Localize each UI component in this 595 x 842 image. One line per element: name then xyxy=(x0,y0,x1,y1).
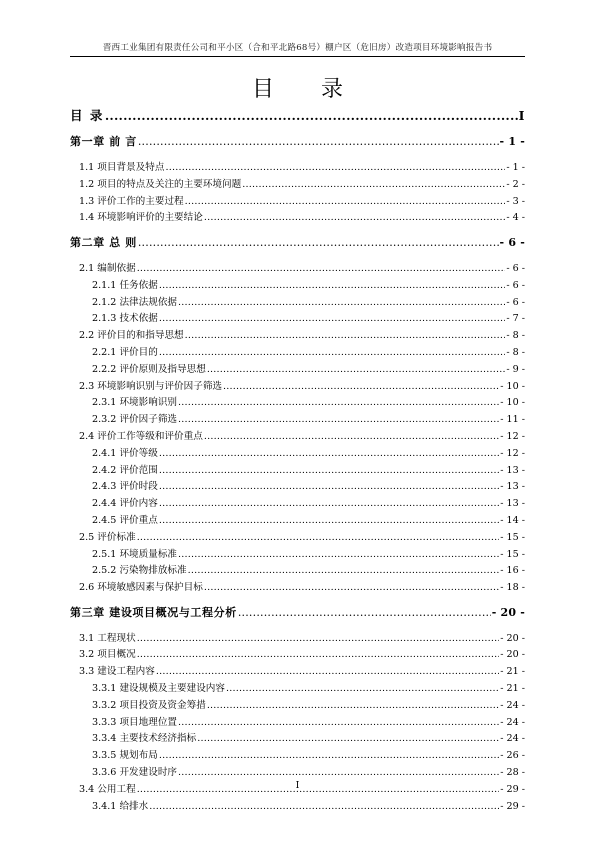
toc-leader-dots xyxy=(159,313,505,324)
toc-entry-page: - 1 - xyxy=(499,135,525,148)
toc-entry[interactable] xyxy=(70,234,525,250)
toc-leader-dots xyxy=(185,196,506,207)
toc-entry-label: 2.4.5 评价重点 xyxy=(92,514,158,526)
toc-entry-label: 2.6 环境敏感因素与保护目标 xyxy=(79,582,203,594)
toc-entry-page: - 24 - xyxy=(500,733,525,745)
toc-entry[interactable] xyxy=(70,310,525,324)
toc-entry-page: - 10 - xyxy=(500,397,525,409)
toc-entry-label: 2.4.2 评价范围 xyxy=(92,464,158,476)
toc-leader-dots xyxy=(204,431,499,442)
toc-leader-dots xyxy=(242,179,505,190)
toc-entry[interactable] xyxy=(70,260,525,274)
toc-entry-label: 3.2 项目概况 xyxy=(79,649,136,661)
toc-leader-dots xyxy=(197,733,499,744)
toc-entry-label: 3.4.1 给排水 xyxy=(92,800,149,812)
toc-entry-label: 2.1.2 法律法规依据 xyxy=(92,296,178,308)
toc-leader-dots xyxy=(137,633,500,644)
toc-entry-label: 第二章 总 则 xyxy=(70,235,137,249)
toc-entry-page: - 20 - xyxy=(500,632,525,644)
toc-leader-dots xyxy=(159,347,505,358)
toc-entry-page: - 16 - xyxy=(500,565,525,577)
toc-entry-page: - 21 - xyxy=(500,683,525,694)
toc-entry[interactable] xyxy=(70,327,525,341)
toc-entry-label: 2.2.2 评价原则及指导思想 xyxy=(92,363,206,375)
toc-leader-dots xyxy=(137,532,500,543)
toc-leader-dots xyxy=(105,108,518,123)
toc-entry[interactable] xyxy=(70,680,525,694)
toc-entry[interactable] xyxy=(70,764,525,778)
toc-entry-label: 3.4 公用工程 xyxy=(79,783,136,795)
toc-entry-label: 3.3.6 开发建设时序 xyxy=(92,767,178,778)
toc-entry[interactable] xyxy=(70,562,525,576)
toc-entry[interactable] xyxy=(70,478,525,492)
toc-entry[interactable] xyxy=(70,361,525,375)
toc-leader-dots xyxy=(178,414,499,425)
toc-entry-label: 2.5 评价标准 xyxy=(79,531,136,543)
toc-entry[interactable] xyxy=(70,630,525,644)
toc-entry-page: - 6 - xyxy=(506,279,525,291)
toc-leader-dots xyxy=(188,565,500,576)
toc-entry-page: - 9 - xyxy=(506,363,525,375)
toc-entry-label: 3.3.2 项目投资及资金筹措 xyxy=(92,699,206,711)
toc-leader-dots xyxy=(138,135,499,148)
toc-entry-label: 2.3.2 评价因子筛选 xyxy=(92,414,178,426)
toc-entry[interactable] xyxy=(70,546,525,560)
toc-entry-page: - 8 - xyxy=(506,346,525,358)
toc-entry-label: 3.3.5 规划布局 xyxy=(92,750,158,762)
toc-entry[interactable] xyxy=(70,193,525,207)
toc-entry[interactable] xyxy=(70,394,525,408)
toc-leader-dots xyxy=(185,330,506,341)
toc-entry[interactable] xyxy=(70,697,525,711)
toc-entry[interactable] xyxy=(70,798,525,812)
toc-entry-label: 3.1 工程现状 xyxy=(79,632,136,644)
toc-leader-dots xyxy=(159,280,505,291)
toc-leader-dots xyxy=(178,397,499,408)
toc-leader-dots xyxy=(226,683,499,694)
toc-leader-dots xyxy=(165,162,505,173)
toc-entry[interactable] xyxy=(70,529,525,543)
toc-entry-label: 2.4.3 评价时段 xyxy=(92,481,158,493)
toc-entry[interactable] xyxy=(70,133,525,149)
toc-entry-label: 3.3.1 建设规模及主要建设内容 xyxy=(92,683,225,694)
toc-entry-page: - 20 - xyxy=(500,649,525,661)
toc-entry[interactable] xyxy=(70,495,525,509)
toc-entry-page: - 6 - xyxy=(506,262,525,274)
toc-entry-label: 1.4 环境影响评价的主要结论 xyxy=(79,212,203,224)
toc-entry-page: - 24 - xyxy=(500,716,525,728)
toc-entry[interactable] xyxy=(70,277,525,291)
toc-entry-page: - 13 - xyxy=(500,481,525,493)
toc-entry[interactable] xyxy=(70,378,525,392)
toc-entry[interactable] xyxy=(70,106,525,124)
toc-entry[interactable] xyxy=(70,159,525,173)
toc-leader-dots xyxy=(159,481,499,492)
toc-entry[interactable] xyxy=(70,176,525,190)
toc-leader-dots xyxy=(238,606,491,619)
toc-entry-label: 2.5.1 环境质量标准 xyxy=(92,548,178,560)
toc-entry-page: - 2 - xyxy=(506,178,525,190)
toc-entry-label: 2.4 评价工作等级和评价重点 xyxy=(79,430,203,442)
toc-entry-label: 2.4.4 评价内容 xyxy=(92,498,158,510)
toc-entry-label: 3.3.3 项目地理位置 xyxy=(92,716,178,728)
toc-entry-page: - 8 - xyxy=(506,330,525,342)
toc-leader-dots xyxy=(207,364,506,375)
toc-leader-dots xyxy=(159,498,499,509)
toc-entry-page: - 26 - xyxy=(500,750,525,762)
toc-entry[interactable] xyxy=(70,411,525,425)
header-rule xyxy=(70,56,525,57)
toc-entry-label: 2.2.1 评价目的 xyxy=(92,346,158,358)
toc-entry-page: - 21 - xyxy=(500,666,525,678)
toc-entry-label: 1.2 项目的特点及关注的主要环境问题 xyxy=(79,178,242,190)
toc-leader-dots xyxy=(223,381,499,392)
toc-leader-dots xyxy=(138,236,499,249)
toc-entry[interactable] xyxy=(70,428,525,442)
toc-entry-label: 2.2 评价目的和指导思想 xyxy=(79,330,184,342)
toc-entry-page: I xyxy=(518,108,525,123)
toc-entry-label: 目 录 xyxy=(70,108,104,123)
toc-entry-label: 2.4.1 评价等级 xyxy=(92,447,158,459)
toc-leader-dots xyxy=(159,750,499,761)
toc-entry-label: 1.1 项目背景及特点 xyxy=(79,162,165,173)
toc-leader-dots xyxy=(178,717,499,728)
toc-entry-label: 2.5.2 污染物排放标准 xyxy=(92,565,187,577)
toc-leader-dots xyxy=(159,465,499,476)
toc-entry-page: - 18 - xyxy=(500,582,525,594)
toc-entry-label: 2.1.3 技术依据 xyxy=(92,313,158,325)
toc-entry-page: - 20 - xyxy=(491,605,525,619)
toc-entry-label: 1.3 评价工作的主要过程 xyxy=(79,195,184,207)
toc-leader-dots xyxy=(137,649,500,660)
page-number: I xyxy=(295,780,300,791)
toc-leader-dots xyxy=(137,263,506,274)
toc-entry-page: - 13 - xyxy=(500,464,525,476)
toc-leader-dots xyxy=(178,767,499,778)
toc-entry-label: 2.1.1 任务依据 xyxy=(92,279,158,291)
toc-entry[interactable] xyxy=(70,512,525,526)
toc-entry-page: - 14 - xyxy=(500,514,525,526)
toc-entry-page: - 15 - xyxy=(500,531,525,543)
toc-entry-page: - 1 - xyxy=(506,162,525,173)
toc-entry[interactable] xyxy=(70,462,525,476)
toc-entry[interactable] xyxy=(70,747,525,761)
toc-entry[interactable] xyxy=(70,604,525,620)
toc-entry-page: - 12 - xyxy=(500,447,525,459)
toc-entry-page: - 6 - xyxy=(499,235,525,249)
toc-leader-dots xyxy=(159,448,499,459)
toc-entry-page: - 29 - xyxy=(500,783,525,795)
toc-entry-label: 2.3 环境影响识别与评价因子筛选 xyxy=(79,380,223,392)
toc-leader-dots xyxy=(207,700,499,711)
toc-entry-page: - 7 - xyxy=(506,313,525,325)
toc-leader-dots xyxy=(156,666,499,677)
toc-entry[interactable] xyxy=(70,445,525,459)
toc-entry-page: - 10 - xyxy=(500,380,525,392)
toc-entry-page: - 6 - xyxy=(506,296,525,308)
page-title: 目 录 xyxy=(252,77,363,102)
running-header: 晋西工业集团有限责任公司和平小区（合和平北路68号）棚户区（危旧房）改造项目环境影响报告书 xyxy=(102,43,493,53)
toc-leader-dots xyxy=(204,582,499,593)
toc-entry-label: 3.3 建设工程内容 xyxy=(79,666,155,678)
toc-entry[interactable] xyxy=(70,344,525,358)
toc-leader-dots xyxy=(159,515,499,526)
toc-entry-label: 第一章 前 言 xyxy=(70,135,137,148)
toc-entry[interactable] xyxy=(70,730,525,744)
toc-entry-page: - 11 - xyxy=(500,414,525,426)
toc-entry-page: - 3 - xyxy=(506,195,525,207)
toc-entry-label: 2.1 编制依据 xyxy=(79,262,136,274)
toc-entry-page: - 12 - xyxy=(500,430,525,442)
toc-entry-page: - 4 - xyxy=(506,212,525,224)
toc-entry[interactable] xyxy=(70,714,525,728)
toc-entry[interactable] xyxy=(70,294,525,308)
toc-entry[interactable] xyxy=(70,663,525,677)
toc-entry-page: - 28 - xyxy=(500,767,525,778)
toc-entry-page: - 13 - xyxy=(500,498,525,510)
toc-leader-dots xyxy=(149,801,499,812)
toc-entry-label: 2.3.1 环境影响识别 xyxy=(92,397,178,409)
toc-entry[interactable] xyxy=(70,646,525,660)
toc-entry-page: - 29 - xyxy=(500,800,525,812)
toc-entry[interactable] xyxy=(70,579,525,593)
toc-entry[interactable] xyxy=(70,209,525,223)
toc-leader-dots xyxy=(178,549,499,560)
toc-entry-page: - 15 - xyxy=(500,548,525,560)
toc-entry-page: - 24 - xyxy=(500,699,525,711)
toc-leader-dots xyxy=(178,297,505,308)
toc-entry-label: 第三章 建设项目概况与工程分析 xyxy=(70,605,237,619)
toc-entry-label: 3.3.4 主要技术经济指标 xyxy=(92,733,197,745)
toc-leader-dots xyxy=(204,212,505,223)
